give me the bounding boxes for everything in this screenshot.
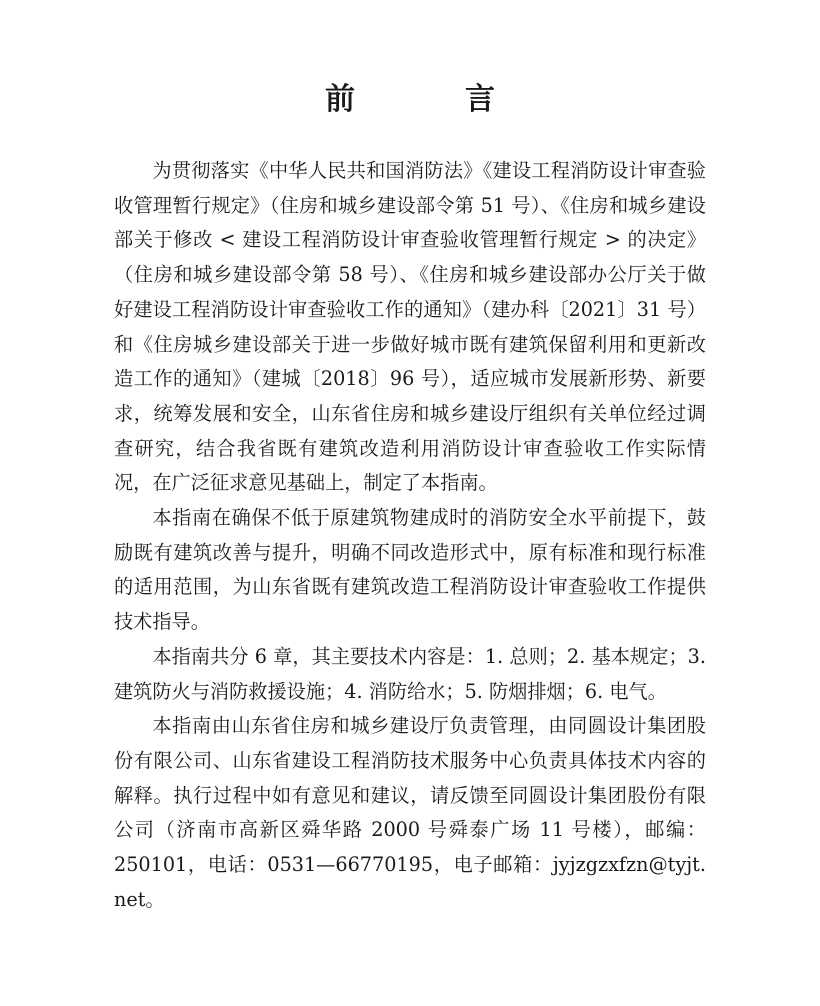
paragraph-purpose: 为贯彻落实《中华人民共和国消防法》《建设工程消防设计审查验收管理暂行规定》（住房和城乡建设部令第 51 号）、《住房和城乡建设部关于修改 < 建设工程消防设计审查验收管理暂行规定 > 的决定》（住房和城乡建设部令第 58 号）、《住房和城乡建设部办公厅关于做好建设工程消防设计审查验收工作的通知》（建办科〔2021〕31 号）和《住房城乡建设部关于进一步做好城市既有建筑保留利用和更新改造工作的通知》（建城〔2018〕96 号），适应城市发展新形势、新要求，统筹发展和安全，山东省住房和城乡建设厅组织有关单位经过调查研究，结合我省既有建筑改造利用消防设计审查验收工作实际情况，在广泛征求意见基础上，制定了本指南。 [114,159,706,495]
preface-body [114,154,706,917]
paragraph-scope: 本指南在确保不低于原建筑物建成时的消防安全水平前提下，鼓励既有建筑改善与提升，明确不同改造形式中，原有标准和现行标准的适用范围，为山东省既有建筑改造工程消防设计审查验收工作提供技术指导。 [114,506,706,634]
page-title: 前 言 [325,82,535,117]
paragraph-contact: 本指南由山东省住房和城乡建设厅负责管理，由同圆设计集团股份有限公司、山东省建设工程消防技术服务中心负责具体技术内容的解释。执行过程中如有意见和建议，请反馈至同圆设计集团股份有限公司（济南市高新区舜华路 2000 号舜泰广场 11 号楼），邮编：250101，电话：0531—66770195，电子邮箱：jyjzgzxfzn@tyjt. net。 [114,714,706,911]
paragraph-contents: 本指南共分 6 章，其主要技术内容是：1. 总则；2. 基本规定；3. 建筑防火与消防救援设施；4. 消防给水；5. 防烟排烟；6. 电气。 [114,644,706,703]
